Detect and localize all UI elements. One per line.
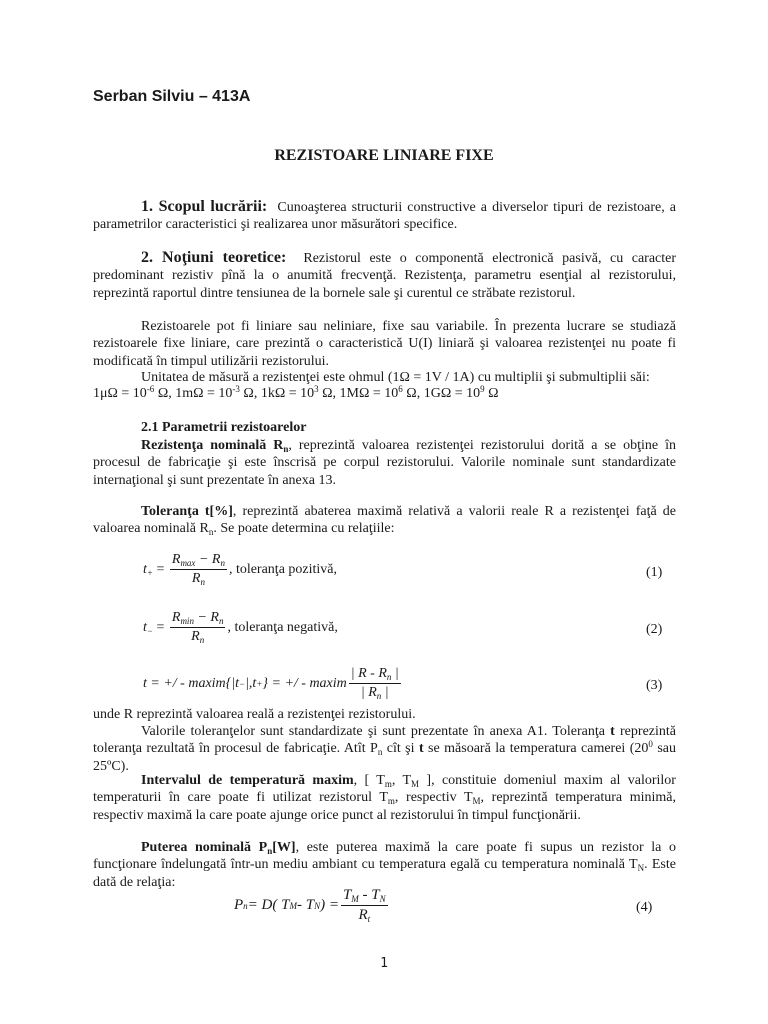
nominal-resistance-paragraph: Rezistenţa nominală $R_n$, reprezintă valoarea rezistenţei rezistorului dorită a se obţine în procesul de fabricaţie şi este înscrisă pe corpul rezistorului. Valorile nominale sunt standardizate internaţional şi sunt prezentate în anexa 13. [93, 438, 676, 488]
page-number: 1 [380, 956, 388, 971]
author-line: Serban Silviu – 413A [93, 88, 251, 105]
equation-2: $t_-$ = $\frac{R_{min} - R_n}{R_n}$ , toleranţa negativă, [143, 610, 338, 645]
equation-1-number: (1) [646, 565, 663, 580]
section-1-text: Cunoaşterea structurii constructive a diverselor tipuri de rezistoare, a parametrilor caracteristici şi realizarea unor măsurători specifice. [93, 200, 677, 233]
equation-3: t = +/ - maxim{|t − |,t + } = +/ - maxim $\frac{| R - R_n |}{| R_n |}$ [143, 666, 399, 701]
nominal-power-paragraph: Puterea nominală $P_n[W]$, este puterea maximă la care poate fi supus un rezistor la o funcţionare îndelungată într-un mediu ambiant cu temperatura egală cu temperatura nominală $T_N$. Este dată de relaţia: [93, 840, 676, 890]
equation-2-number: (2) [646, 622, 663, 637]
equation-4: P n = D( T M - T N ) = $\frac{T_M - T_N}{R_t}$ [234, 887, 386, 924]
temperature-interval-paragraph: Intervalul de temperatură maxim, [ $T_m$, $T_M$ ], constituie domeniul maxim al valorilor temperaturii în care poate fi utilizat rezistorul $T_m$, respectiv $T_M$, reprezintă temperatura minimă, respectiv maximă la care poate ajunge orice punct al rezistorului în timpul funcţionării. [93, 773, 676, 823]
units-line: $1\mu\Omega = 10^{-6}$ Ω, $1m\Omega = 10^{-3}$ Ω, $1k\Omega = 10^3$ Ω, $1M\Omega = 10^6$ Ω, $1G\Omega = 10^9$ Ω [93, 384, 499, 401]
section-2-text: Rezistorul este o componentă electronică pasivă, cu caracter predominant rezistiv pînă la o anumită frecvenţă. Rezistenţa, parametru esenţial al rezistorului, reprezintă raportul dintre tensiunea de la bornele sale şi curentul ce străbate rezistorul. [93, 251, 677, 301]
nominal-resistance-term: Rezistenţa nominală $R_n$ [141, 438, 289, 454]
subsection-heading: 2.1 Parametrii rezistoarelor [141, 420, 307, 435]
equation-4-number: (4) [636, 900, 653, 915]
section-2-paragraph [93, 249, 676, 302]
section-2-heading: 2. Noţiuni teoretice: [141, 249, 287, 266]
tolerance-term: Toleranţa t[%] [141, 504, 233, 519]
section-1-paragraph [93, 198, 676, 234]
document-title: REZISTOARE LINIARE FIXE [274, 147, 494, 164]
section-1-heading: 1. Scopul lucrării: [141, 198, 268, 215]
section-2-p3: Unitatea de măsură a rezistenţei este ohmul (1Ω = 1V / 1A) cu multiplii şi submultiplii săi: [141, 370, 650, 385]
tolerance-paragraph: Toleranţa t[%], reprezintă abaterea maximă relativă a valorii reale R a rezistenţei faţă de valoarea nominală $R_n$. Se poate determina cu relaţiile: [93, 504, 676, 538]
equation-1: $t_+$ = $\frac{R_{max} - R_n}{R_n}$ , toleranţa pozitivă, [143, 552, 338, 587]
equation-3-number: (3) [646, 678, 663, 693]
after-eq-p2: Valorile toleranţelor sunt standardizate şi sunt prezentate în anexa A1. Toleranţa t reprezintă toleranţa rezultată în procesul de fabricaţie. Atît $P_n$ cît şi t se măsoară la temperatura camerei ($20^0$ sau 25ºC). [93, 724, 676, 774]
section-2-p2: Rezistoarele pot fi liniare sau neliniare, fixe sau variabile. În prezenta lucrare se studiază rezistoarele fixe liniare, care prezintă o caracteristică U(I) liniară şi valoarea rezistenţei nu poate fi modificată în timpul utilizării rezistorului. [93, 319, 676, 369]
after-eq-p1: unde R reprezintă valoarea reală a rezistenţei rezistorului. [93, 707, 416, 722]
